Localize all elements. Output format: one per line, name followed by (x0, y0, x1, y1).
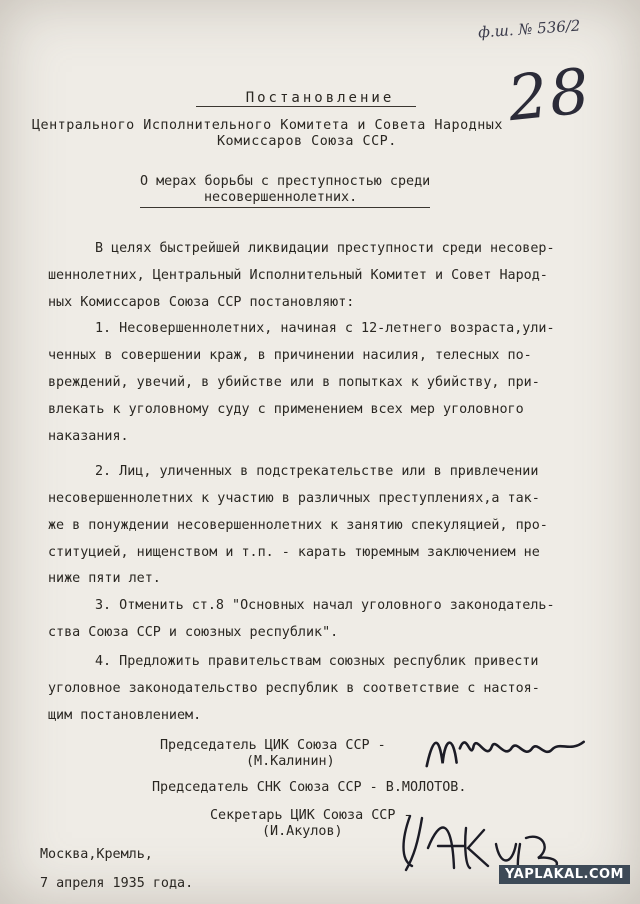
item-line: несовершеннолетних к участию в различных преступлениях,а так- (48, 491, 540, 506)
heading-line-1: О мерах борьбы с преступностью среди (140, 174, 431, 189)
item-line: 4. Предложить правительствам союзных республик привести (95, 654, 539, 669)
site-watermark: YAPLAKAL.COM (499, 865, 630, 884)
place-line: Москва,Кремль, (40, 847, 153, 862)
heading-line-2: несовершеннолетних. (204, 190, 358, 205)
item-line: 1. Несовершеннолетних, начиная с 12-летнего возраста,ули- (95, 321, 555, 336)
preamble-line: ных Комиссаров Союза ССР постановляют: (48, 295, 355, 310)
item-line: ченных в совершении краж, в причинении насилия, телесных по- (48, 348, 532, 363)
signature-chairman-cik-title: Председатель ЦИК Союза ССР - (160, 738, 386, 753)
preamble-line: шеннолетних, Центральный Исполнительный Комитет и Совет Народ- (48, 268, 548, 283)
kalinin-signature-drawing (418, 712, 591, 781)
item-line: ниже пяти лет. (48, 571, 161, 586)
title-underline (196, 106, 416, 107)
signature-autograph-kalinin (418, 712, 591, 789)
item-line: ства Союза ССР и союзных республик". (48, 625, 339, 640)
issuer-line-2: Комиссаров Союза ССР. (217, 134, 397, 149)
item-line: ституцией, нищенством и т.п. - карать тюремным заключением не (48, 545, 540, 560)
item-line: же в понуждении несовершеннолетних к занятию спекуляцией, про- (48, 518, 548, 533)
document-title: Постановление (245, 90, 395, 106)
issuer-line-1: Центрального Исполнительного Комитета и Совета Народных (32, 118, 503, 133)
item-line: влекать к уголовному суду с применением всех мер уголовного (48, 402, 524, 417)
item-line: 3. Отменить ст.8 "Основных начал уголовного законодатель- (95, 598, 555, 613)
item-line: вреждений, увечий, в убийстве или в попытках к убийству, при- (48, 375, 540, 390)
signature-chairman-snk: Председатель СНК Союза ССР - В.МОЛОТОВ. (152, 780, 467, 795)
item-line: 2. Лиц, уличенных в подстрекательстве или в привлечении (95, 464, 539, 479)
heading-underline (140, 207, 430, 208)
preamble-line: В целях быстрейшей ликвидации преступности среди несовер- (95, 241, 555, 256)
page-number: 28 (504, 53, 595, 136)
item-line: наказания. (48, 429, 129, 444)
date-line: 7 апреля 1935 года. (40, 876, 194, 891)
signature-chairman-cik-name: (М.Калинин) (246, 754, 335, 769)
signature-secretary-name: (И.Акулов) (262, 824, 343, 839)
archive-note: ф.ш. № 536/2 (477, 16, 581, 42)
item-line: щим постановлением. (48, 708, 202, 723)
signature-secretary-title: Секретарь ЦИК Союза ССР - (210, 808, 412, 823)
item-line: уголовное законодательство республик в соответствие с настоя- (48, 681, 540, 696)
